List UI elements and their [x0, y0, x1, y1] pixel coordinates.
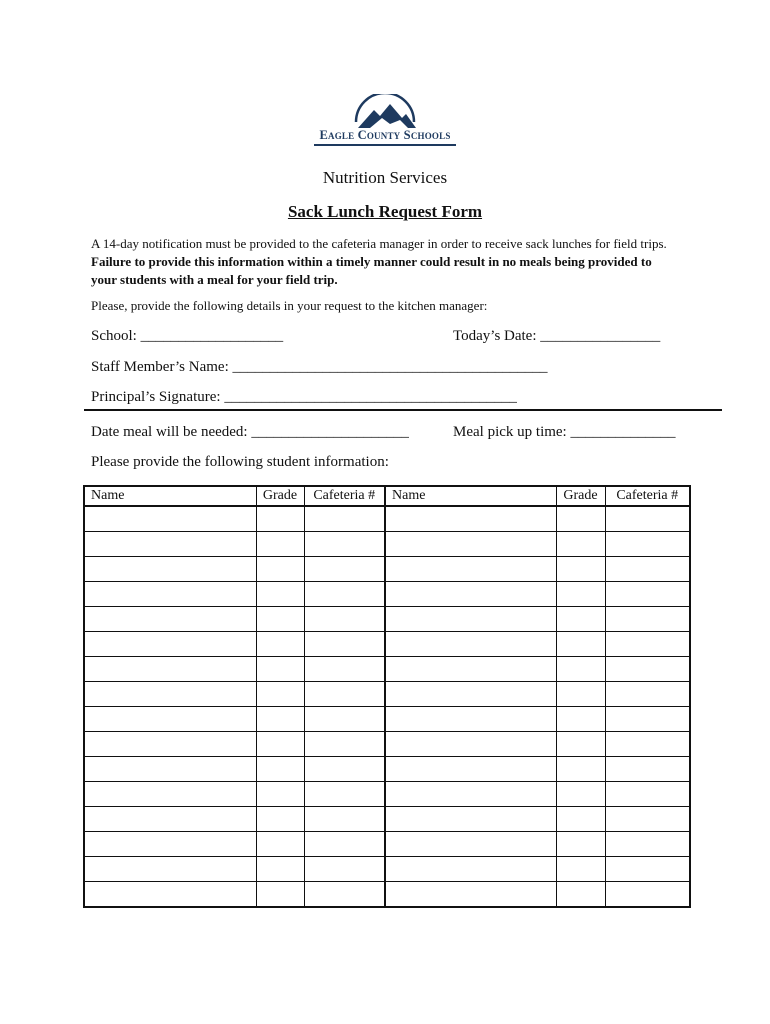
name-cell[interactable] [84, 532, 256, 557]
cafeteria-cell[interactable] [304, 807, 385, 832]
cafeteria-cell[interactable] [304, 682, 385, 707]
section-divider [84, 409, 722, 411]
name-cell[interactable] [385, 607, 556, 632]
name-cell[interactable] [385, 857, 556, 882]
name-cell[interactable] [385, 506, 556, 532]
date-needed-field[interactable]: Date meal will be needed: _____________________ [91, 424, 409, 440]
school-logo [312, 94, 458, 148]
notice-warning: Failure to provide this information within a timely manner could result in no meals being provided to your students with a meal for your field trip. [91, 254, 652, 287]
grade-cell[interactable] [556, 607, 605, 632]
cafeteria-cell[interactable] [304, 882, 385, 908]
name-cell[interactable] [84, 657, 256, 682]
table-row [84, 882, 690, 908]
cafeteria-cell[interactable] [304, 857, 385, 882]
name-cell[interactable] [84, 882, 256, 908]
grade-cell[interactable] [556, 857, 605, 882]
cafeteria-cell[interactable] [605, 557, 690, 582]
grade-cell[interactable] [256, 707, 304, 732]
cafeteria-cell[interactable] [304, 506, 385, 532]
grade-cell[interactable] [256, 757, 304, 782]
grade-cell[interactable] [256, 857, 304, 882]
student-info-prompt: Please provide the following student information: [91, 454, 389, 470]
cafeteria-cell[interactable] [605, 657, 690, 682]
cafeteria-cell[interactable] [304, 607, 385, 632]
cafeteria-cell[interactable] [304, 557, 385, 582]
grade-cell[interactable] [256, 832, 304, 857]
name-cell[interactable] [84, 582, 256, 607]
cafeteria-cell[interactable] [304, 632, 385, 657]
cafeteria-cell[interactable] [605, 607, 690, 632]
cafeteria-cell[interactable] [304, 582, 385, 607]
name-cell[interactable] [385, 757, 556, 782]
cafeteria-cell[interactable] [605, 882, 690, 908]
cafeteria-cell[interactable] [304, 732, 385, 757]
logo-underline [314, 144, 456, 146]
table-row [84, 532, 690, 557]
grade-cell[interactable] [556, 882, 605, 908]
grade-cell[interactable] [256, 632, 304, 657]
grade-cell[interactable] [556, 757, 605, 782]
name-cell[interactable] [385, 782, 556, 807]
table-header-row [84, 486, 690, 506]
department-name: Nutrition Services [322, 168, 448, 187]
cafeteria-cell[interactable] [605, 506, 690, 532]
cafeteria-header: Cafeteria # [605, 486, 690, 506]
grade-cell[interactable] [556, 557, 605, 582]
grade-cell[interactable] [256, 557, 304, 582]
mountain-logo-icon [350, 94, 420, 130]
table-row [84, 857, 690, 882]
grade-cell[interactable] [256, 506, 304, 532]
name-cell[interactable] [84, 632, 256, 657]
name-header: Name [385, 486, 556, 506]
cafeteria-cell[interactable] [605, 682, 690, 707]
name-cell[interactable] [385, 632, 556, 657]
grade-cell[interactable] [256, 782, 304, 807]
cafeteria-cell[interactable] [304, 532, 385, 557]
cafeteria-cell[interactable] [605, 857, 690, 882]
table-row [84, 732, 690, 757]
grade-cell[interactable] [256, 657, 304, 682]
student-table [83, 485, 691, 908]
grade-cell[interactable] [556, 707, 605, 732]
table-row [84, 757, 690, 782]
grade-cell[interactable] [556, 782, 605, 807]
name-cell[interactable] [385, 557, 556, 582]
cafeteria-cell[interactable] [304, 657, 385, 682]
grade-cell[interactable] [556, 807, 605, 832]
grade-header: Grade [556, 486, 605, 506]
grade-cell[interactable] [256, 682, 304, 707]
grade-cell[interactable] [256, 882, 304, 908]
cafeteria-cell[interactable] [605, 582, 690, 607]
details-instruction: Please, provide the following details in your request to the kitchen manager: [91, 298, 488, 313]
grade-cell[interactable] [556, 632, 605, 657]
cafeteria-cell[interactable] [605, 707, 690, 732]
grade-cell[interactable] [556, 732, 605, 757]
cafeteria-cell[interactable] [605, 807, 690, 832]
table-row [84, 557, 690, 582]
table-row [84, 657, 690, 682]
grade-cell[interactable] [256, 532, 304, 557]
name-cell[interactable] [84, 607, 256, 632]
name-cell[interactable] [385, 832, 556, 857]
logo-text: Eagle County Schools [319, 128, 451, 142]
name-cell[interactable] [84, 732, 256, 757]
cafeteria-cell[interactable] [304, 757, 385, 782]
name-cell[interactable] [84, 782, 256, 807]
cafeteria-cell[interactable] [605, 632, 690, 657]
grade-cell[interactable] [256, 807, 304, 832]
name-cell[interactable] [385, 682, 556, 707]
name-header: Name [84, 486, 256, 506]
cafeteria-cell[interactable] [605, 832, 690, 857]
table-row [84, 582, 690, 607]
grade-cell[interactable] [556, 506, 605, 532]
table-row [84, 832, 690, 857]
form-title: Sack Lunch Request Form [287, 202, 483, 221]
name-cell[interactable] [84, 557, 256, 582]
cafeteria-header: Cafeteria # [304, 486, 385, 506]
grade-cell[interactable] [556, 832, 605, 857]
name-cell[interactable] [385, 707, 556, 732]
cafeteria-cell[interactable] [304, 782, 385, 807]
name-cell[interactable] [84, 807, 256, 832]
cafeteria-cell[interactable] [605, 782, 690, 807]
grade-cell[interactable] [556, 682, 605, 707]
name-cell[interactable] [385, 582, 556, 607]
grade-cell[interactable] [256, 582, 304, 607]
name-cell[interactable] [84, 857, 256, 882]
todays-date-field[interactable]: Today’s Date: ________________ [453, 328, 661, 344]
table-body [84, 506, 690, 907]
table-row [84, 506, 690, 532]
table-row [84, 607, 690, 632]
grade-cell[interactable] [256, 732, 304, 757]
name-cell[interactable] [385, 732, 556, 757]
name-cell[interactable] [385, 882, 556, 908]
cafeteria-cell[interactable] [304, 707, 385, 732]
grade-cell[interactable] [556, 657, 605, 682]
cafeteria-cell[interactable] [304, 832, 385, 857]
grade-cell[interactable] [556, 532, 605, 557]
notice-text: A 14-day notification must be provided to the cafeteria manager in order to receive sack lunches for field trips. [91, 236, 667, 251]
name-cell[interactable] [84, 707, 256, 732]
school-field[interactable]: School: ___________________ [91, 328, 284, 344]
pickup-time-field[interactable]: Meal pick up time: ______________ [453, 424, 676, 440]
name-cell[interactable] [84, 757, 256, 782]
name-cell[interactable] [84, 832, 256, 857]
name-cell[interactable] [84, 506, 256, 532]
cafeteria-cell[interactable] [605, 732, 690, 757]
notice-paragraph [91, 235, 671, 289]
grade-cell[interactable] [256, 607, 304, 632]
cafeteria-cell[interactable] [605, 757, 690, 782]
staff-name-field[interactable]: Staff Member’s Name: __________________________________________ [91, 359, 548, 375]
table-row [84, 707, 690, 732]
name-cell[interactable] [84, 682, 256, 707]
table-row [84, 632, 690, 657]
principal-signature-field[interactable]: Principal’s Signature: _______________________________________ [91, 389, 517, 405]
cafeteria-cell[interactable] [605, 532, 690, 557]
name-cell[interactable] [385, 807, 556, 832]
name-cell[interactable] [385, 657, 556, 682]
table-row [84, 807, 690, 832]
name-cell[interactable] [385, 532, 556, 557]
grade-cell[interactable] [556, 582, 605, 607]
table-row [84, 682, 690, 707]
table-row [84, 782, 690, 807]
grade-header: Grade [256, 486, 304, 506]
